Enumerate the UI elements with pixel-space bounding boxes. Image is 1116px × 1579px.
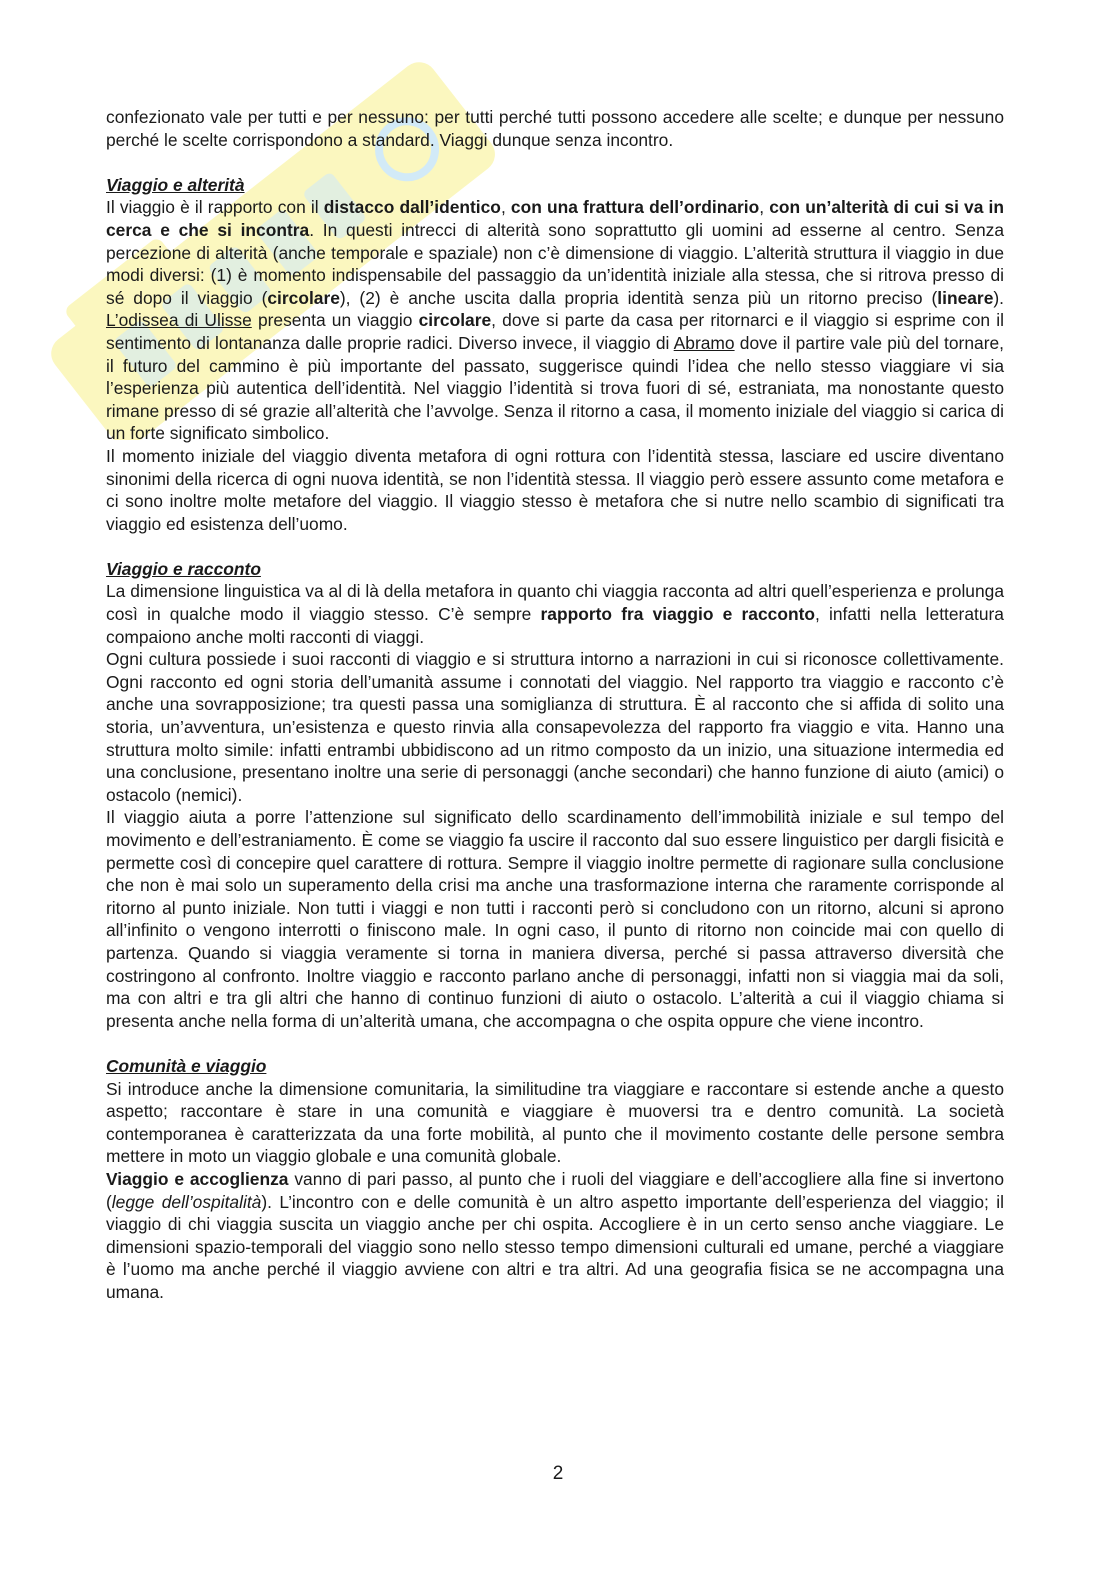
paragraph-racconto-1	[106, 580, 1004, 648]
document-body	[106, 106, 1004, 1303]
section-title-alterita: Viaggio e alterità	[106, 174, 245, 195]
text-run: Il viaggio è il rapporto con il	[106, 197, 324, 218]
paragraph-racconto-3: Il viaggio aiuta a porre l’attenzione sul significato dello scardinamento dell’immobilità iniziale e sul tempo del movimento e dell’estraniamento. È come se viaggio fa uscire il racconto dal suo essere linguistico per dargli fisicità e permette così di concepire quel carattere di rottura. Sempre il viaggio inoltre permette di ragionare sulla conclusione che non è mai solo un superamento della crisi ma anche una trasformazione interna che raramente corrisponde al ritorno al punto iniziale. Non tutti i viaggi e non tutti i racconti però si concludono con un ritorno, alcuni si aprono all’infinito o vengono interrotti o finiscono male. In ogni caso, il punto di ritorno non coincide mai con quello di partenza. Quando si viaggia veramente si torna in maniera diversa, perché si passa attraverso diversità che costringono al confronto. Inoltre viaggio e racconto parlano anche di personaggi, infatti non si viaggia mai da soli, ma con altri e tra gli altri che hanno di continuo funzioni di aiuto o ostacolo. L’alterità a cui il viaggio chiama si presenta anche nella forma di un’alterità umana, che accompagna o che ospita oppure che viene incontro.	[106, 807, 1004, 1031]
spacer	[106, 535, 1004, 558]
text-run: ). L’incontro con e delle comunità è un altro aspetto importante dell’esperienza del viaggio; il viaggio di chi viaggia suscita un viaggio anche per chi ospita. Accogliere è in un certo senso anche viaggiare. Le dimensioni spazio-temporali del viaggio sono nello stesso tempo dimensioni culturali ed umane, perché a viaggiare è l’uomo ma anche perché il viaggio avviene con altri e tra altri. Ad una geografia fisica se ne accompagna una umana.	[106, 1191, 1004, 1302]
paragraph-comunita-1: Si introduce anche la dimensione comunitaria, la similitudine tra viaggiare e raccontare si estende anche a questo aspetto; raccontare è stare in una comunità e viaggiare è muoversi tra e dentro comunità. La società contemporanea è caratterizzata da una forte mobilità, al punto che il movimento costante delle persone sembra mettere in moto un viaggio globale e una comunità globale.	[106, 1078, 1004, 1167]
text-run: presenta un viaggio	[251, 310, 419, 331]
text-run: ,	[759, 197, 770, 218]
bold-run: lineare	[937, 287, 994, 308]
bold-run: Viaggio e accoglienza	[106, 1168, 289, 1189]
spacer	[106, 151, 1004, 174]
underlined-run: Abramo	[673, 332, 735, 353]
bold-run: circolare	[418, 310, 492, 331]
text-run: ,	[500, 197, 511, 218]
page-number: 2	[552, 1463, 564, 1484]
text-run: La dimensione linguistica va al di là della metafora in quanto chi viaggia racconta ad altri quell’esperienza e prolunga così in qualche modo il viaggio stesso. C’è sempre	[106, 581, 1004, 625]
italic-run: legge dell’ospitalità	[111, 1191, 262, 1212]
text-run: dove il partire vale più del tornare, il futuro del cammino è più importante del passato, suggerisce quindi l’idea che nello stesso viaggiare vi sia l’esperienza più autentica dell’identità. Nel viaggio l’identità si trova fuori di sé, estraniata, ma nonostante questo rimane presso di sé grazie all’alterità che l’avvolge. Senza il ritorno a casa, il momento iniziale del viaggio si carica di un forte significato simbolico.	[106, 332, 1004, 444]
bold-run: con una frattura dell’ordinario	[510, 197, 760, 218]
paragraph-racconto-2: Ogni cultura possiede i suoi racconti di viaggio e si struttura intorno a narrazioni in cui si riconosce collettivamente. Ogni racconto ed ogni storia dell’umanità assume i connotati del viaggio. Nel rapporto tra viaggio e racconto c’è anche una sovrapposizione; tra questi passa una somiglianza di struttura. È al racconto che si affida di solito una storia, un’avventura, un’esistenza e questo rinvia alla consapevolezza del rapporto fra viaggio e vita. Hanno una struttura molto simile: infatti entrambi ubbidiscono ad un ritmo composto da un inizio, una situazione intermedia ed una conclusione, presentano inoltre una serie di personaggi (anche secondari) che hanno funzione di aiuto (amici) o ostacolo (nemici).	[106, 649, 1004, 805]
paragraph-alterita-1	[106, 196, 1004, 445]
text-run: ), (2) è anche uscita dalla propria identità senza più un ritorno preciso (	[339, 287, 938, 308]
bold-run: con un’alterità di cui si va in cerca e che si incontra	[106, 197, 1004, 240]
text-run: , dove si parte da casa per ritornarci e il viaggio si esprime con il sentimento di lontananza dalle proprie radici. Diverso invece, il viaggio di	[106, 310, 1004, 353]
text-run: vanno di pari passo, al punto che i ruoli del viaggiare e dell’accogliere alla fine si invertono (	[106, 1168, 1004, 1212]
spacer	[106, 1032, 1004, 1055]
section-title-racconto: Viaggio e racconto	[106, 558, 261, 579]
paragraph-comunita-2	[106, 1168, 1004, 1304]
paragraph-alterita-2: Il momento iniziale del viaggio diventa metafora di ogni rottura con l’identità stessa, lasciare ed uscire diventano sinonimi della ricerca di ogni nuova identità, se non l’identità stessa. Il viaggio però essere assunto come metafora e ci sono inoltre molte metafore del viaggio. Il viaggio stesso è metafora che si nutre nello scambio di significati tra viaggio ed esistenza dell’uomo.	[106, 445, 1004, 534]
text-run: , infatti nella letteratura compaiono anche molti racconti di viaggi.	[106, 604, 1004, 647]
underlined-run: L’odissea di Ulisse	[106, 310, 252, 331]
text-run: . In questi intrecci di alterità sono soprattutto gli uomini ad esserne al centro. Senza percezione di alterità (anche temporale e spaziale) non c’è dimensione di viaggio. L’alterità struttura il viaggio in due modi diversi: (1) è momento indispensabile del passaggio da un’identità iniziale alla stessa, che si ritrova presso di sé dopo il viaggio (	[106, 219, 1004, 308]
section-title-comunita: Comunità e viaggio	[106, 1055, 267, 1076]
bold-run: rapporto fra viaggio e racconto	[540, 604, 815, 625]
bold-run: distacco dall’identico	[323, 197, 501, 218]
bold-run: circolare	[267, 287, 340, 308]
intro-paragraph: confezionato vale per tutti e per nessuno: per tutti perché tutti possono accedere alle scelte; e dunque per nessuno perché le scelte corrispondono a standard. Viaggi dunque senza incontro.	[106, 107, 1004, 150]
text-run: ).	[993, 287, 1004, 308]
